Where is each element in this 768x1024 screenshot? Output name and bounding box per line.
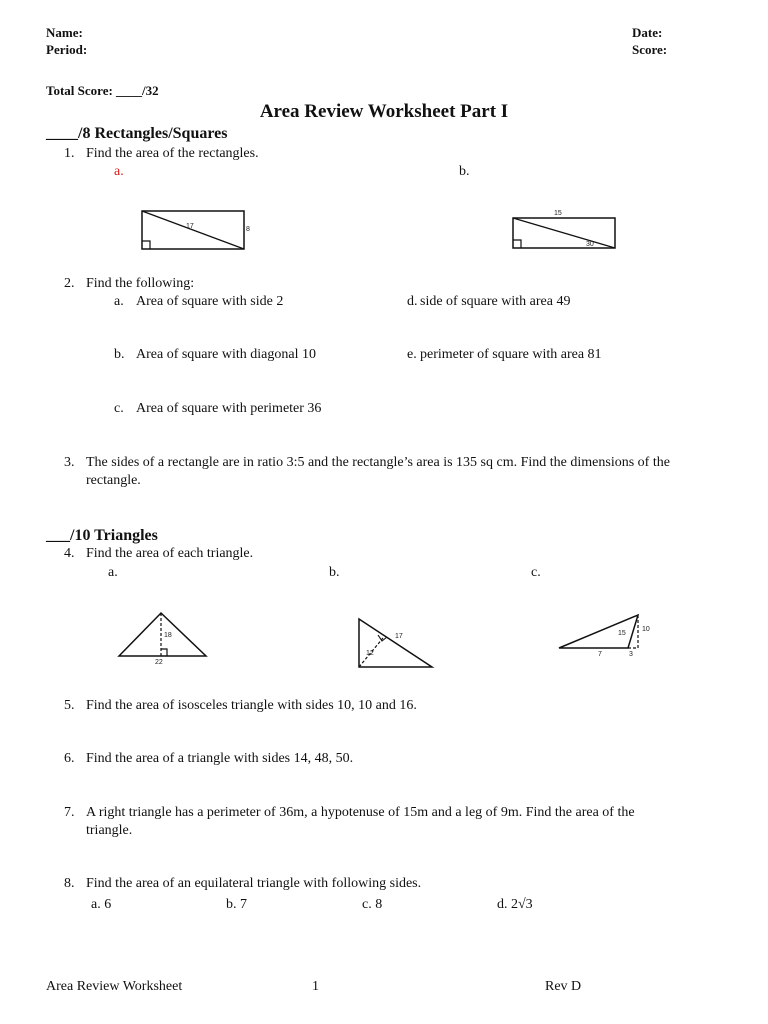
rectangle-a-diagonal: [142, 211, 244, 249]
page-title: Area Review Worksheet Part I: [259, 101, 509, 122]
q4-number: 4.: [64, 546, 75, 561]
q1-number: 1.: [64, 146, 75, 161]
rectangle-b-diagonal: [513, 218, 615, 248]
q8-option-c: c. 8: [362, 897, 383, 912]
q2-b-label: b.: [114, 347, 125, 362]
q7-number: 7.: [64, 805, 75, 820]
q1-text: Find the area of the rectangles.: [86, 146, 259, 161]
rectangle-b-figure: [508, 206, 628, 256]
q2-a-text: Area of square with side 2: [136, 294, 284, 309]
triangle-c-ext-label: 3: [629, 651, 633, 658]
q7-line2: triangle.: [86, 823, 133, 838]
footer-title: Area Review Worksheet: [46, 979, 183, 994]
period-label: Period:: [46, 42, 88, 57]
q2-e-label: e.: [407, 347, 417, 362]
q4-c-label: c.: [531, 565, 541, 580]
total-score: Total Score: ____/32: [46, 83, 159, 98]
q2-a-label: a.: [114, 294, 124, 309]
triangle-b-height-label: 12: [366, 650, 374, 657]
triangle-c-height-label: 10: [642, 626, 650, 633]
q4-a-label: a.: [108, 565, 118, 580]
triangle-c-base-label: 7: [598, 651, 602, 658]
q1-a-label: a.: [114, 164, 124, 179]
right-angle-mark: [513, 240, 521, 248]
q3-line1: The sides of a rectangle are in ratio 3:5 and the rectangle’s area is 135 sq cm. Find the dimensions of the: [86, 455, 670, 470]
right-angle-mark: [142, 241, 150, 249]
q3-number: 3.: [64, 455, 75, 470]
q4-text: Find the area of each triangle.: [86, 546, 254, 561]
date-label: Date:: [632, 25, 663, 40]
triangle-c-side-label: 15: [618, 630, 626, 637]
q6-text: Find the area of a triangle with sides 14, 48, 50.: [86, 751, 354, 766]
q6-number: 6.: [64, 751, 75, 766]
score-label: Score:: [632, 42, 668, 57]
q8-text: Find the area of an equilateral triangle with following sides.: [86, 876, 422, 891]
triangle-c-outline: [559, 615, 638, 648]
q2-d-label: d.: [407, 294, 418, 309]
q2-d-text: side of square with area 49: [420, 294, 571, 309]
triangle-b-outline: [359, 619, 432, 667]
right-angle-mark: [161, 649, 167, 656]
triangle-a-height-label: 18: [164, 632, 172, 639]
q1-b-label: b.: [459, 164, 470, 179]
q4-b-label: b.: [329, 565, 340, 580]
footer-page-number: 1: [312, 979, 319, 994]
triangle-b-figure: [354, 615, 439, 673]
rectangle-b-diag-label: 30: [586, 241, 594, 248]
rectangle-a-side-label: 8: [246, 226, 250, 233]
q2-e-text: perimeter of square with area 81: [420, 347, 602, 362]
q2-text: Find the following:: [86, 276, 195, 291]
q2-c-label: c.: [114, 401, 124, 416]
q2-number: 2.: [64, 276, 75, 291]
triangle-c-figure: [556, 612, 668, 662]
q3-line2: rectangle.: [86, 473, 141, 488]
triangle-a-figure: [116, 610, 211, 668]
q8-option-b: b. 7: [226, 897, 247, 912]
rectangle-b-top-label: 15: [554, 210, 562, 217]
q5-number: 5.: [64, 698, 75, 713]
rectangle-a-diag-label: 17: [186, 223, 194, 230]
footer-revision: Rev D: [545, 979, 582, 994]
rectangle-a-figure: [138, 208, 258, 254]
q7-line1: A right triangle has a perimeter of 36m, a hypotenuse of 15m and a leg of 9m. Find the area of the: [86, 805, 635, 820]
section-rectangles-heading: ____/8 Rectangles/Squares: [46, 125, 228, 142]
name-label: Name:: [46, 25, 83, 40]
triangle-b-hyp-label: 17: [395, 633, 403, 640]
q2-c-text: Area of square with perimeter 36: [136, 401, 322, 416]
q8-option-d: d. 2√3: [497, 897, 533, 912]
q8-number: 8.: [64, 876, 75, 891]
section-triangles-heading: ___/10 Triangles: [46, 527, 158, 544]
triangle-a-base-label: 22: [155, 659, 163, 666]
q2-b-text: Area of square with diagonal 10: [136, 347, 316, 362]
q8-option-a: a. 6: [91, 897, 112, 912]
q5-text: Find the area of isosceles triangle with sides 10, 10 and 16.: [86, 698, 417, 713]
